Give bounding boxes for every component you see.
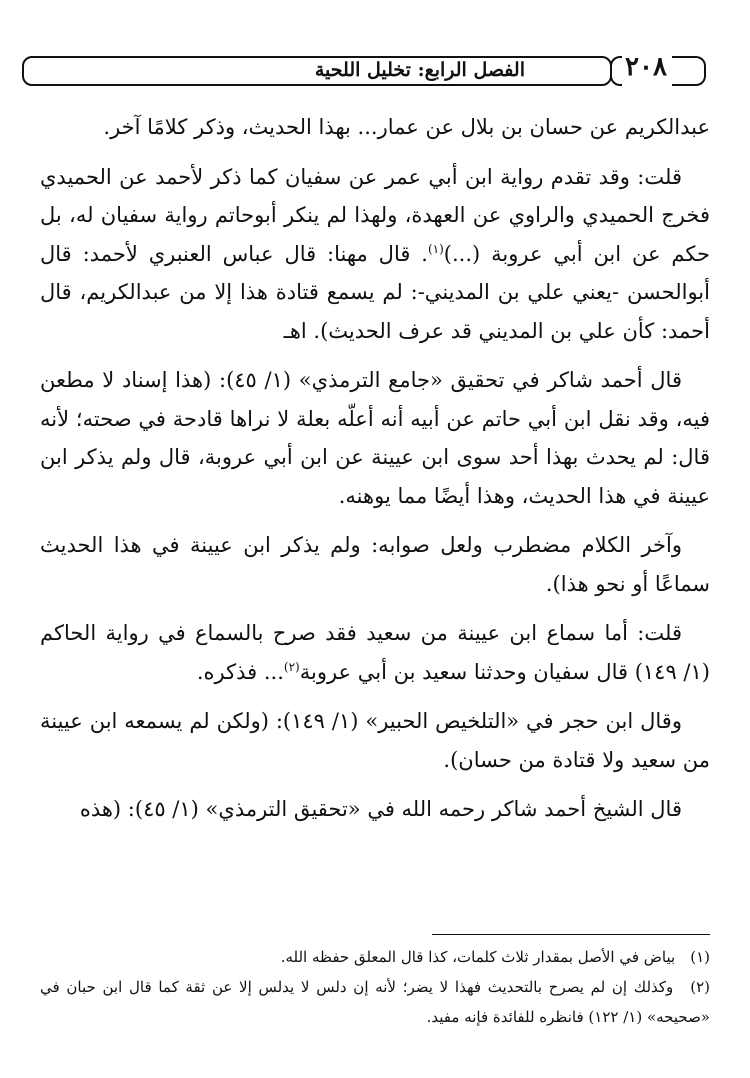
paragraph-text: عبدالكريم عن حسان بن بلال عن عمار... بهذا الحديث، وذكر كلامًا آخر. [103, 115, 710, 139]
paragraph [40, 790, 710, 829]
paragraph [40, 108, 710, 147]
footnote [40, 972, 710, 1032]
footnote [40, 942, 710, 972]
footnote-ref[interactable]: (١) [427, 241, 444, 256]
paragraph-text: ... فذكره. [196, 659, 284, 684]
paragraph-text: قال الشيخ أحمد شاكر رحمه الله في «تحقيق الترمذي» (١/ ٤٥): (هذه [79, 797, 682, 821]
footnotes [40, 942, 710, 1032]
chapter-title: الفصل الرابع: تخليل اللحية [314, 59, 525, 81]
paragraph: قلت: وقد تقدم رواية ابن أبي عمر عن سفيان كما ذكر لأحمد عن الحميدي فخرج الحميدي والراوي عن العهدة، ولهذا لم ينكر أبوحاتم رواية سفيان له، بل حكم عن ابن أبي عروبة (...)$^{(١)}$. قال مهنا: قال عباس العنبري لأحمد: قال أبوالحسن -يعني علي بن المديني-: لم يسمع قتادة هذا إلا من عبدالكريم، قال أحمد: كأن علي بن المديني قد عرف الحديث). اهـ [40, 164, 710, 343]
page-number: ٢٠٨ [625, 52, 667, 82]
footnote-ref[interactable]: (٢) [283, 659, 300, 674]
paragraph [40, 361, 710, 515]
paragraph-text: قلت: وقد تقدم رواية ابن أبي عمر عن سفيان كما ذكر لأحمد عن الحميدي فخرج الحميدي والراوي عن العهدة، ولهذا لم ينكر أبوحاتم رواية سفيان له، بل حكم عن ابن أبي عروبة (...) [40, 164, 710, 266]
paragraph-text: وآخر الكلام مضطرب ولعل صوابه: ولم يذكر ابن عيينة في هذا الحديث سماعًا أو نحو هذا). [40, 533, 710, 596]
footnote-number: (٢) [690, 978, 710, 996]
paragraph-text: قال مهنا: قال عباس العنبري لأحمد: قال أبوالحسن -يعني علي بن المديني-: لم يسمع قتادة هذا إلا من عبدالكريم، قال أحمد: كأن علي بن المديني قد عرف الحديث). اهـ [40, 241, 710, 343]
main-text [40, 108, 710, 840]
footnote-text: بياض في الأصل بمقدار ثلاث كلمات، كذا قال المعلق حفظه الله. [280, 948, 676, 966]
paragraph [40, 614, 710, 691]
paragraph [40, 702, 710, 779]
footnote-separator [432, 934, 710, 935]
footnote-number: (١) [690, 948, 710, 966]
paragraph-text: قال أحمد شاكر في تحقيق «جامع الترمذي» (١/ ٤٥): (هذا إسناد لا مطعن فيه، وقد نقل ابن أبي حاتم عن أبيه أنه أعلّه بعلة لا نراها قادحة في صحته؛ لأنه قال: لم يحدث بهذا أحد سوى ابن عيينة عن ابن أبي عروبة، قال ولم يذكر ابن عيينة في هذا الحديث، وهذا أيضًا مما يوهنه. [40, 368, 710, 508]
page-number-frame-right [672, 56, 706, 86]
paragraph [40, 526, 710, 603]
running-header [22, 52, 725, 92]
paragraph-text: قلت: أما سماع ابن عيينة من سعيد فقد صرح بالسماع في رواية الحاكم (١/ ١٤٩) قال سفيان وحدثنا سعيد بن أبي عروبة [40, 621, 710, 684]
footnote-text: وكذلك إن لم يصرح بالتحديث فهذا لا يضر؛ لأنه إن دلس لا يدلس إلا عن ثقة كما قال ابن حبان في «صحيحه» (١/ ١٢٢) فانظره للفائدة فإنه مفيد. [40, 978, 710, 1026]
paragraph-text: وقال ابن حجر في «التلخيص الحبير» (١/ ١٤٩): (ولكن لم يسمعه ابن عيينة من سعيد ولا قتادة من حسان). [40, 709, 710, 772]
